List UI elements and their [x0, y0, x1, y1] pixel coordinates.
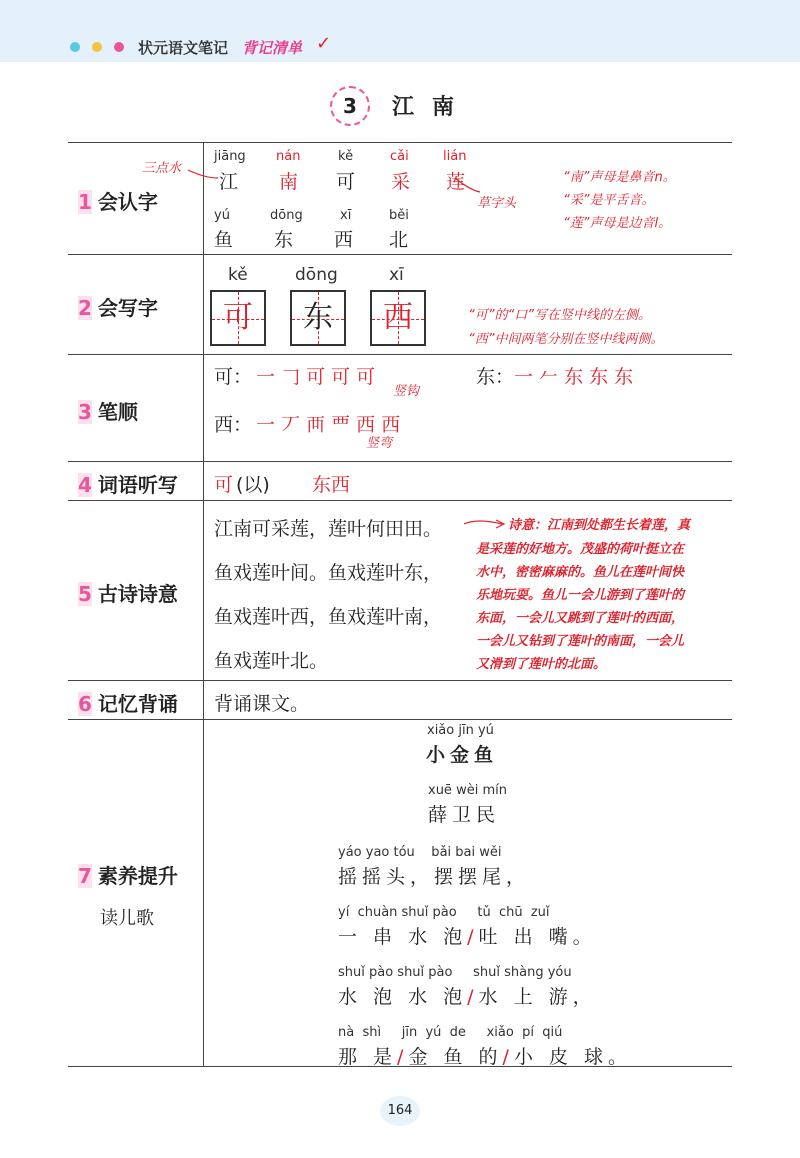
stroke-sequence: 一 𠃌 可 可 可 — [256, 366, 376, 388]
table-top-border — [68, 142, 732, 143]
header-bar — [0, 0, 800, 62]
column-divider — [203, 142, 204, 1066]
poem-meaning: 一会儿又钻到了莲叶的南面，一会儿 — [476, 634, 685, 649]
annotation-arrows — [180, 160, 500, 200]
pinyin: shuǐ pào shuǐ pào shuǐ shàng yóu — [338, 965, 572, 980]
poem-line: 江南可采莲，莲叶何田田。 — [214, 518, 443, 540]
annotation-note: “西”中间两笔分别在竖中线两侧。 — [468, 332, 664, 347]
pinyin: cǎi — [390, 149, 409, 164]
song-line: 摇摇头，摆摆尾， — [338, 866, 531, 888]
pinyin: jiāng — [214, 149, 246, 164]
poem-meaning: 是采莲的好地方。茂盛的荷叶挺立在 — [476, 542, 685, 557]
annotation-shugou: 竖钩 — [393, 384, 420, 399]
pinyin: kě — [228, 265, 248, 285]
poem-line: 鱼戏莲叶西，鱼戏莲叶南， — [214, 606, 443, 628]
pinyin: xuē wèi mín — [428, 783, 507, 798]
header-subtitle: 背记清单 — [242, 39, 303, 57]
song-line: 一 串 水 泡/吐 出 嘴。 — [338, 926, 597, 948]
pinyin: kě — [338, 149, 354, 164]
stroke-label: 可： — [214, 366, 253, 388]
annotation-sandian: 三点水 — [142, 161, 182, 176]
poem-line: 鱼戏莲叶间。鱼戏莲叶东， — [214, 562, 443, 584]
character: 江 — [219, 171, 239, 193]
annotation-note: “南”声母是鼻音n。 — [563, 170, 676, 185]
character: 采 — [391, 171, 411, 193]
section-label-4: 4 词语听写 — [78, 473, 178, 497]
pinyin: lián — [443, 149, 467, 164]
section-label-5: 5 古诗诗意 — [78, 582, 178, 606]
arrow-icon — [462, 514, 512, 534]
stroke-sequence: 一 丆 襾 覀 西 西 — [256, 414, 401, 436]
character: 西 — [334, 229, 354, 251]
lesson-number: 3 — [330, 86, 370, 126]
row-divider — [68, 680, 732, 681]
section-label-2: 2 会写字 — [78, 296, 158, 320]
header-title: 状元语文笔记 — [138, 39, 229, 57]
pinyin: nà shì jīn yú de xiǎo pí qiú — [338, 1025, 563, 1040]
writing-grid — [210, 290, 266, 346]
section-sublabel: 读儿歌 — [100, 908, 154, 929]
section-label-1: 1 会认字 — [78, 190, 158, 214]
character: 莲 — [446, 171, 466, 193]
annotation-caozi: 草字头 — [477, 196, 517, 211]
character: 可 — [223, 300, 253, 335]
dictation-word: (以) — [236, 474, 270, 496]
check-icon: ✓ — [316, 33, 332, 54]
character: 西 — [383, 300, 413, 335]
page-number: 164 — [380, 1096, 420, 1126]
character: 北 — [389, 229, 409, 251]
section-label-3: 3 笔顺 — [78, 400, 138, 424]
song-title: 小金鱼 — [426, 744, 499, 766]
pinyin: yáo yao tóu bǎi bai wěi — [338, 845, 502, 860]
song-line: 水 泡 水 泡/水 上 游， — [338, 986, 597, 1008]
row-divider — [68, 461, 732, 462]
header-dot — [70, 42, 80, 52]
dictation-word: 可 — [214, 474, 234, 496]
poem-meaning: 东面，一会儿又跳到了莲叶的西面， — [476, 611, 685, 626]
poem-meaning: 乐地玩耍。鱼儿一会儿游到了莲叶的 — [476, 588, 685, 603]
row-divider — [68, 719, 732, 720]
character: 南 — [279, 171, 299, 193]
annotation-note: “可”的“口”写在竖中线的左侧。 — [468, 308, 651, 323]
stroke-sequence: 一 𠂉 东 东 东 — [514, 366, 634, 388]
character: 东 — [274, 229, 294, 251]
annotation-shuwan: 竖弯 — [366, 436, 393, 451]
row-divider — [68, 500, 732, 501]
pinyin: yí chuàn shuǐ pào tǔ chū zuǐ — [338, 905, 550, 920]
header-dot — [114, 42, 124, 52]
pinyin: yú — [214, 208, 230, 223]
poem-line: 鱼戏莲叶北。 — [214, 650, 329, 672]
character: 东 — [303, 300, 333, 335]
header-dot — [92, 42, 102, 52]
row-divider — [68, 254, 732, 255]
lesson-title: 江南 — [392, 95, 473, 120]
pinyin: xiǎo jīn yú — [427, 723, 494, 738]
memorize-text: 背诵课文。 — [214, 693, 310, 715]
song-line: 那 是/金 鱼 的/小 皮 球。 — [338, 1046, 633, 1068]
character: 鱼 — [214, 229, 234, 251]
poem-meaning: 又滑到了莲叶的北面。 — [476, 657, 607, 672]
pinyin: xī — [340, 208, 352, 223]
stroke-label: 东： — [476, 366, 515, 388]
pinyin: dōng — [295, 265, 338, 285]
poem-meaning: 水中，密密麻麻的。鱼儿在莲叶间快 — [476, 565, 685, 580]
poem-meaning: 诗意：江南到处都生长着莲，真 — [508, 518, 691, 533]
row-divider — [68, 354, 732, 355]
section-label-6: 6 记忆背诵 — [78, 692, 178, 716]
pinyin: běi — [389, 208, 409, 223]
section-label-7: 7 素养提升 — [78, 864, 178, 888]
annotation-note: “莲”声母是边音l。 — [563, 216, 672, 231]
writing-grid — [290, 290, 346, 346]
pinyin: nán — [276, 149, 301, 164]
pinyin: xī — [389, 265, 404, 285]
dictation-word: 东西 — [312, 474, 351, 496]
annotation-note: “采”是平舌音。 — [563, 193, 655, 208]
pinyin: dōng — [270, 208, 303, 223]
song-author: 薛卫民 — [428, 804, 501, 826]
writing-grid — [370, 290, 426, 346]
stroke-label: 西： — [214, 414, 253, 436]
character: 可 — [336, 171, 356, 193]
